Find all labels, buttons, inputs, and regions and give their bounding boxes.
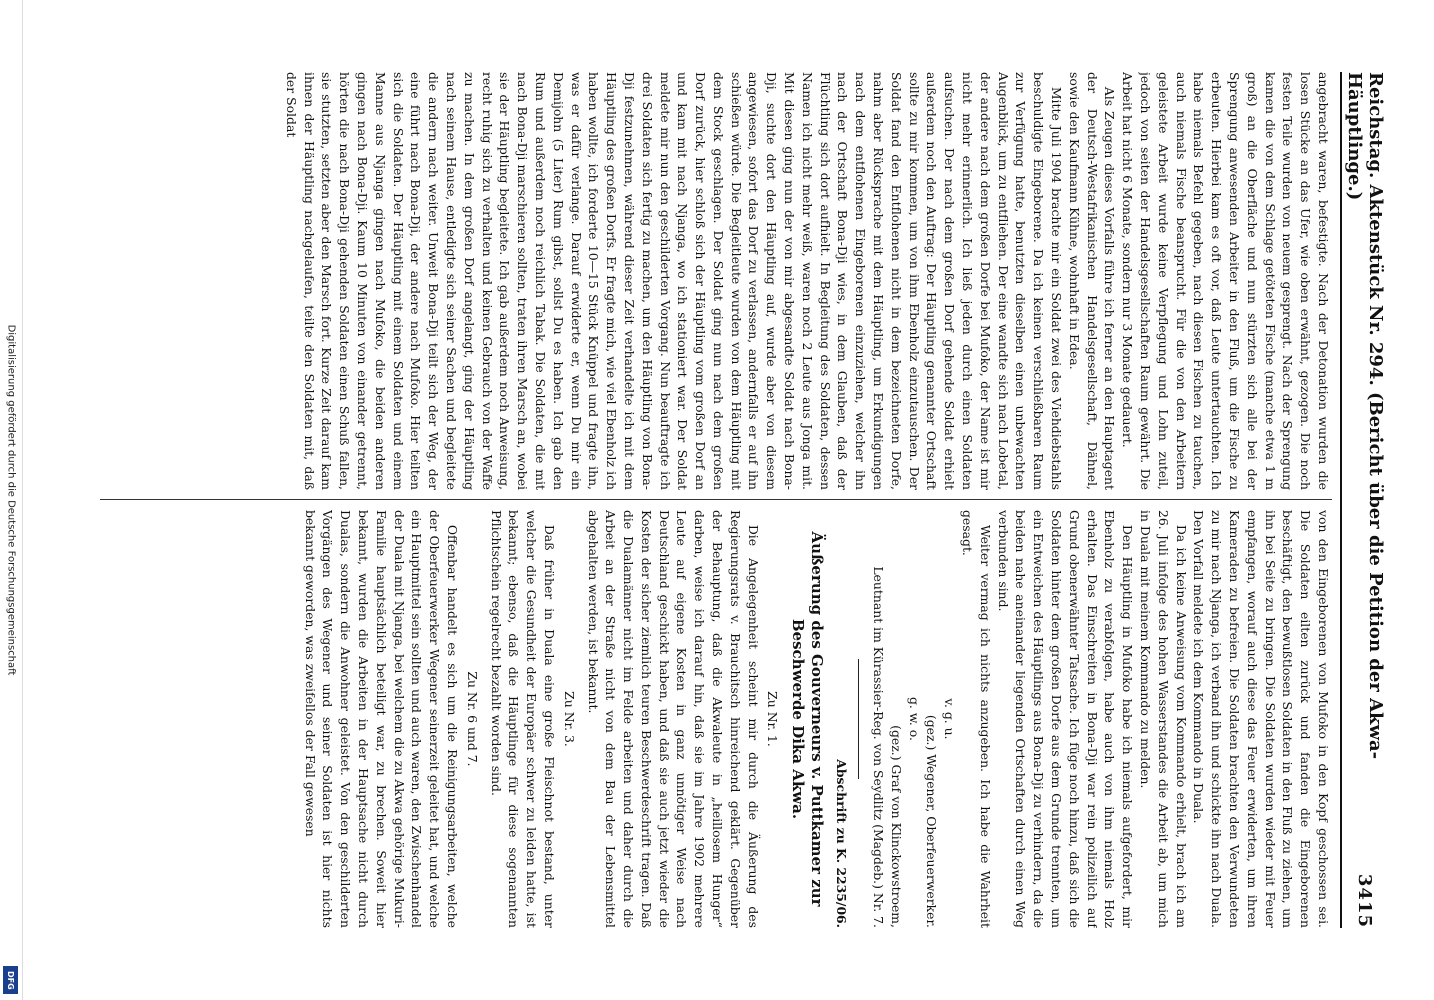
signature-rank: Leutnant im Kürassier-Reg. von Seydlitz (Magdeb.) Nr. 7. [871, 566, 887, 928]
signature: (gez.) Wegener, Oberfeuerwerker. [924, 714, 940, 928]
section-title: Äußerung des Gouverneurs v. Puttkamer zur Beschwerde Dika Akwa. [788, 531, 827, 907]
paragraph: angebracht waren, befestigte. Nach der Detonation wurden die losen Stücke an das Ufer, wie oben erwähnt, gezogen. Die noch festen Teile wurden von neuem gesprengt. Nach der Sprengung kamen die von dem Schlage getöteten Fische (manche etwa 1 m groß) an die Oberfläche und nun stürzten sich alle bei der Sprengung anwesenden Arbeiter in den Fluß, um die Fische zu erbeuten. Hierbei kam es oft vor, daß Leute untertauchten. Ich habe niemals Befehl gegeben, nach diesen Fischen zu tauchen, auch niemals Fische beansprucht. Für die von den Arbeitern geleistete Arbeit wurde keine Verpflegung und Lohn zuteil, jedoch von seiten der Handelsgesellschaften Raum gewährt. Die Arbeit hat nicht 6 Monate, sondern nur 3 Monate gedauert. [1120, 72, 1331, 490]
page-number: 3415 [1354, 873, 1376, 928]
paragraph: Den Häuptling in Mufoko habe ich niemals aufgefordert, mir Ebenholz zu verabfolgen, habe auch von ihm niemals Holz erhalten. Das Einschreiten in Bona-Dji war rein polizeilich auf Grund obenerwähnter Tatsache. Ich füge noch hinzu, daß sich die Soldaten hinter dem großen Dorfe aus dem Grunde trennten, um ein Entweichen des Häuptlings aus Bona-Dji zu verhindern, da die beiden nahe aneinander liegenden Ortschaften durch einen Weg verbunden sind. [995, 510, 1136, 928]
document-page [60, 32, 1390, 968]
paragraph: Daß früher in Duala eine große Fleischnot bestand, unter welcher die Gesundheit der Europäer schwer zu leiden hatte, ist bekannt; ebenso, daß die Häuptlinge für diese sogenannten Pflichtschein regelrecht bezahlt worden sind. [488, 510, 557, 928]
page-header [1344, 72, 1386, 928]
digitization-credit: Digitalisierung gefördert durch die Deutsche Forschungsgemeinschaft [5, 324, 17, 676]
document-reference: Abschrift zu K. 2235/06. [834, 759, 850, 928]
left-column [100, 72, 1332, 490]
running-title: Reichstag. Aktenstück Nr. 294. (Bericht über die Petition der Akwa-Häuptlinge.) [1344, 72, 1386, 760]
subsection-heading: Zu Nr. 3. [561, 691, 577, 747]
paragraph: Als Zeugen dieses Vorfalls führe ich ferner an den Hauptagent der Deutsch-Westafrikanischen Handelsgesellschaft, Dähnel, sowie den Kaufmann Kühne, wohnhaft in Edea. [1066, 72, 1118, 490]
section-rule [858, 659, 859, 779]
right-column [100, 510, 1332, 928]
column-divider [100, 499, 1332, 500]
digitization-sidebar [0, 0, 23, 1000]
subsection-heading: Zu Nr. 6 und 7. [464, 671, 480, 767]
attestation: g. w. o. [906, 696, 922, 741]
paragraph: Weiter vermag ich nichts anzugeben. Ich habe die Wahrheit gesagt. [960, 510, 993, 928]
dfg-logo: DFG [3, 966, 18, 994]
paragraph: Da ich keine Anweisung vom Kommando erhielt, brach ich am 26. Juli infolge des hohen Wasserstandes die Arbeit ab, um mich in Duala mit meinem Kommando zu melden. [1138, 510, 1189, 928]
paragraph: Offenbar handelt es sich um die Reinigungsarbeiten, welche der Oberfeuerwerker Wegener seinerzeit geleitet hat, und welche ein Hauptmittel sein sollten und auch waren, den Zwischenhandel der Duala mit Njanga, bei welchem die zu Akwa gehörige Mukuri-Familie hauptsächlich beteiligt war, zu brechen. Soweit hier bekannt, wurden die Arbeiten in der Hauptsache nicht durch Dualas, sondern die Anwohner geleistet. Von den geschilderten Vorgängen des Wegener und seiner Soldaten ist hier nichts bekannt geworden, was zweifellos der Fall gewesen [302, 510, 460, 928]
subsection-heading: Zu Nr. 1. [765, 691, 781, 747]
header-rule [1340, 72, 1342, 928]
scan-stage [60, 32, 1390, 968]
paragraph: Mitte Juli 1904 brachte mir ein Soldat zwei des Viehdiebstahls beschuldigte Eingeborene. Da ich keinen verschließbaren Raum zur Verfügung hatte, benutzten dieselben einen unbewachten Augenblick, um zu entfliehen. Der eine wandte sich nach Lobetal, der andere nach dem großen Dorfe bei Mufoko, der Name ist mir nicht mehr erinnerlich. Ich ließ jeden durch einen Soldaten aufsuchen. Der nach dem großen Dorf gehende Soldat erhielt außerdem noch den Auftrag: Der Häuptling genannter Ortschaft sollte zu mir kommen, um von ihm Ebenholz einzutauschen. Der Soldat fand den Entflohenen nicht in dem bezeichneten Dorfe, nahm aber Rücksprache mit dem Häuptling, um Erkundigungen nach dem entflohenen Eingeborenen einzuziehen, welcher ihn nach der Ortschaft Bona-Dji wies, in dem Glauben, daß der Flüchtling sich dort aufhielt. In Begleitung des Soldaten, dessen Namen ich nicht mehr weiß, waren noch 2 Leute aus Jonga mit. Mit diesen ging nun der von mir abgesandte Soldat nach Bona-Dji, suchte dort den Häuptling auf, wurde aber von diesem angewiesen, sofort das Dorf zu verlassen, andernfalls er auf ihn schießen würde. Die Begleitleute wurden von dem Häuptling mit dem Stock geschlagen. Der Soldat ging nun nach dem großen Dorf zurück, hier schloß sich der Häuptling vom großen Dorf an und kam mit nach Njanga, wo ich stationiert war. Der Soldat meldete mir nun den geschilderten Vorgang. Nun beauftragte ich drei Soldaten sich fertig zu machen, um den Häuptling von Bona-Dji festzunehmen, während dieser Zeit verhandelte ich mit dem Häuptling des großen Dorfs. Er fragte mich, wie viel Ebenholz ich haben wollte, ich forderte 10—15 Stück Knüppel und fragte ihn, was er dafür verlange. Darauf erwiderte er, wenn Du mir ein Demijohn (5 Liter) Rum gibst, sollst Du es haben. Ich gab den Rum und außerdem noch reichlich Tabak. Die Soldaten, die mit nach Bona-Dji marschieren sollten, traten ihren Marsch an, wobei sie der Häuptling begleitete. Ich gab außerdem noch Anweisung, recht ruhig sich zu verhalten und keinen Gebrauch von der Waffe zu machen. In dem großen Dorf angelangt, ging der Häuptling nach seinem Hause, entledigte sich seiner Sachen und begleitete die andern nach weiter. Unweit Bona-Dji teilt sich der Weg, der eine führt nach Bona-Dji, der andere nach Mufoko. Hier teilten sich die Soldaten. Der Häuptling mit einem Soldaten und einem Manne aus Njanga gingen nach Mufoko, die beiden anderen gingen nach Bona-Dji. Kaum 10 Minuten von einander getrennt, hörten die nach Bona-Dji gehenden Soldaten einen Schuß fallen, sie stutzten, setzten aber den Marsch fort. Kurze Zeit darauf kam ihnen der Häuptling nachgelaufen, teilte den Soldaten mit, daß der Soldat [283, 72, 1065, 490]
signature: (gez.) Graf von Klinckowstroem, [888, 725, 904, 928]
paragraph: Die Angelegenheit scheint mir durch die Äußerung des Regierungsrats v. Brauchitsch hinreichend geklärt. Gegenüber der Behauptung, daß die Akwaleute in „heillosem Hunger“ darben, weise ich darauf hin, daß sie im Jahre 1902 mehrere Leute auf eigene Kosten in ganz unnötiger Weise nach Deutschland geschickt haben, und daß sie auch jetzt wieder die Kosten der sicher ziemlich teuren Beschwerdeschrift tragen. Daß die Dualamänner nicht im Felde arbeiten und daher durch die Arbeit an der Straße nicht von dem Bau der Lebensmittel abgehalten werden, ist bekannt. [585, 510, 761, 928]
attestation: v. g. u. [942, 698, 958, 740]
paragraph: von den Eingeborenen von Mufoko in den Kopf geschossen sei. Die Soldaten eilten zurück und fanden die Eingeborenen beschäftigt, den bewußtlosen Soldaten in den Fluß zu ziehen, um ihn bei Seite zu bringen. Die Soldaten wurden wieder mit Feuer empfangen, worauf auch diese das Feuer erwiderten, um ihren Kameraden zu befreien. Die Soldaten brachten den Verwundeten zu mir nach Njanga, ich verband ihn und schickte ihn nach Duala. Den Vorfall meldete ich dem Kommando in Duala. [1191, 510, 1331, 928]
